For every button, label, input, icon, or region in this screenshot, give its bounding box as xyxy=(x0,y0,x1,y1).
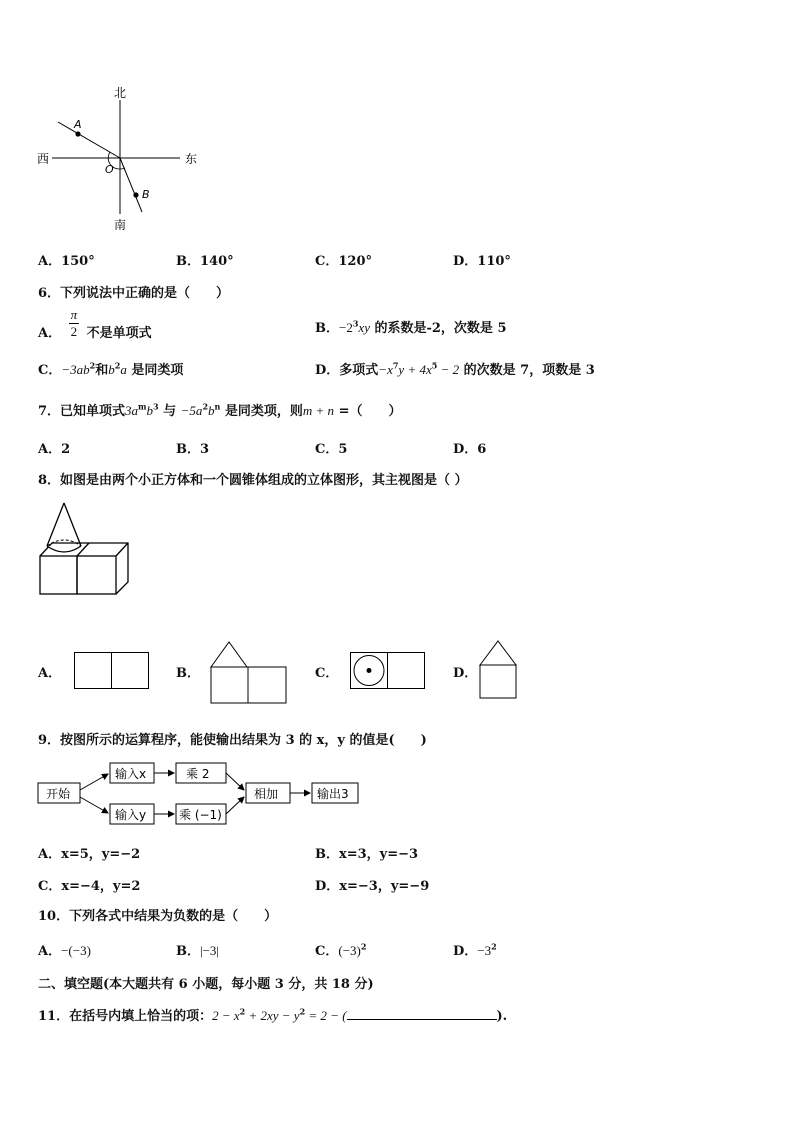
q8-option-c-figure xyxy=(350,652,430,692)
q7-option-a: A．2 xyxy=(38,442,71,457)
flow-input-x-text: 输入x xyxy=(115,767,147,781)
south-label: 南 xyxy=(114,218,127,232)
flow-output-text: 输出3 xyxy=(317,787,349,801)
q8-option-b-figure xyxy=(210,640,290,710)
q10-option-d: D．$-3^2$ xyxy=(453,941,497,959)
flow-add-text: 相加 xyxy=(254,787,279,801)
point-b xyxy=(133,192,138,197)
q7-option-c: C．5 xyxy=(315,442,348,457)
flow-mul2-text: 乘 2 xyxy=(186,767,210,781)
q10-option-b: B．|−3| xyxy=(176,943,220,959)
solid-figure xyxy=(38,500,138,600)
north-label: 北 xyxy=(114,86,127,100)
q10-option-c: C．$(-3)^2$ xyxy=(315,941,367,959)
q8-option-a-figure xyxy=(74,652,154,692)
q7-option-b: B．3 xyxy=(176,442,210,457)
flowchart xyxy=(36,760,376,840)
q11-stem: 11．在括号内填上恰当的项：$2 - x^2 + 2xy - y^2 = 2$ − ( ). xyxy=(38,1006,508,1024)
q6-fraction: $\frac{\pi}{2}$ xyxy=(70,307,78,339)
west-label: 西 xyxy=(37,152,50,166)
q6-option-d: D．多项式$-x^7y + 4x^5 - 2$ 的次数是 7，项数是 3 xyxy=(315,360,595,378)
q8-option-a-label: A． xyxy=(38,666,62,681)
q6-option-b: B．$-2^3xy$ 的系数是-2，次数是 5 xyxy=(315,318,507,336)
q8-option-d-label: D． xyxy=(453,666,478,681)
q9-stem: 9．按图所示的运算程序，能使输出结果为 3 的 x，y 的值是( ) xyxy=(38,733,427,748)
q5-option-d: D．110° xyxy=(453,254,511,269)
flow-input-y-text: 输入y xyxy=(115,808,147,822)
label-b: B xyxy=(142,188,150,201)
label-o: O xyxy=(105,163,114,176)
q9-option-c: C．x=−4，y=2 xyxy=(38,879,141,894)
q7-stem: 7．已知单项式$3a^mb^3$ 与 $-5a^2b^n$ 是同类项，则m + n =（ ） xyxy=(38,401,402,419)
q7-option-d: D．6 xyxy=(453,442,487,457)
q5-option-a: A．150° xyxy=(38,254,95,269)
label-a: A xyxy=(74,118,82,131)
q11-answer-blank[interactable] xyxy=(347,1007,497,1020)
q6-stem: 6．下列说法中正确的是（ ） xyxy=(38,286,230,301)
point-a xyxy=(75,131,80,136)
q9-option-a: A．x=5，y=−2 xyxy=(38,847,141,862)
flow-start-text: 开始 xyxy=(46,787,71,801)
compass-figure xyxy=(30,82,230,232)
q6-option-a: A． $\frac{\pi}{2}$ 不是单项式 xyxy=(38,307,152,341)
q5-option-c: C．120° xyxy=(315,254,372,269)
flow-mulneg1-text: 乘 (−1) xyxy=(179,808,222,822)
q8-stem: 8．如图是由两个小正方体和一个圆锥体组成的立体图形，其主视图是（ ） xyxy=(38,473,468,488)
q5-option-b: B．140° xyxy=(176,254,234,269)
q9-option-b: B．x=3，y=−3 xyxy=(315,847,419,862)
q10-option-a: A．−(−3) xyxy=(38,943,91,959)
q6-option-c: C．$-3ab^2$和$b^2a$ 是同类项 xyxy=(38,360,184,378)
q10-stem: 10．下列各式中结果为负数的是（ ） xyxy=(38,909,278,924)
q8-option-c-label: C． xyxy=(315,666,339,681)
section-2-title: 二、填空题(本大题共有 6 小题，每小题 3 分，共 18 分) xyxy=(38,977,374,992)
q9-option-d: D．x=−3，y=−9 xyxy=(315,879,430,894)
q8-option-d-figure xyxy=(479,640,524,705)
q8-option-b-label: B． xyxy=(176,666,200,681)
east-label: 东 xyxy=(185,152,198,166)
